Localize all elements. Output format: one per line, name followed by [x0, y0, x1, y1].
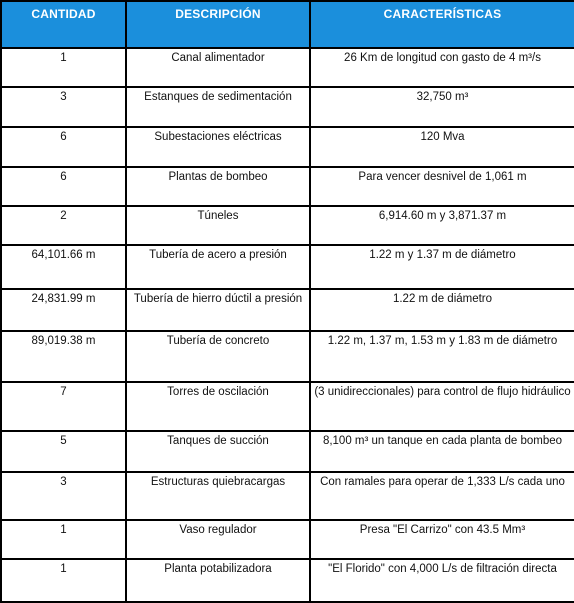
header-caracteristicas: CARACTERÍSTICAS [310, 1, 574, 48]
cell-descripcion: Estanques de sedimentación [126, 87, 310, 127]
table-row [1, 289, 574, 331]
cell-descripcion: Tubería de acero a presión [126, 245, 310, 289]
cell-descripcion: Planta potabilizadora [126, 559, 310, 602]
header-descripcion: DESCRIPCIÓN [126, 1, 310, 48]
cell-cantidad: 3 [1, 87, 126, 127]
table-row [1, 331, 574, 382]
cell-cantidad: 24,831.99 m [1, 289, 126, 331]
cell-descripcion: Subestaciones eléctricas [126, 127, 310, 167]
cell-descripcion: Tubería de concreto [126, 331, 310, 382]
table-row [1, 48, 574, 87]
cell-descripcion: Canal alimentador [126, 48, 310, 87]
table-row [1, 206, 574, 245]
cell-caracteristicas: 26 Km de longitud con gasto de 4 m³/s [310, 48, 574, 87]
cell-cantidad: 2 [1, 206, 126, 245]
cell-caracteristicas: Presa "El Carrizo" con 43.5 Mm³ [310, 520, 574, 559]
table-row [1, 559, 574, 602]
cell-descripcion: Tanques de succión [126, 431, 310, 472]
table-row [1, 472, 574, 520]
table-row [1, 87, 574, 127]
cell-cantidad: 64,101.66 m [1, 245, 126, 289]
cell-descripcion: Tubería de hierro dúctil a presión [126, 289, 310, 331]
table-row [1, 431, 574, 472]
cell-cantidad: 1 [1, 48, 126, 87]
cell-caracteristicas: Para vencer desnivel de 1,061 m [310, 167, 574, 206]
cell-cantidad: 7 [1, 382, 126, 431]
cell-descripcion: Túneles [126, 206, 310, 245]
cell-cantidad: 6 [1, 167, 126, 206]
cell-caracteristicas: (3 unidireccionales) para control de flujo hidráulico [310, 382, 574, 431]
cell-caracteristicas: 1.22 m de diámetro [310, 289, 574, 331]
cell-caracteristicas: 1.22 m, 1.37 m, 1.53 m y 1.83 m de diámetro [310, 331, 574, 382]
cell-descripcion: Vaso regulador [126, 520, 310, 559]
cell-cantidad: 1 [1, 520, 126, 559]
table-row [1, 520, 574, 559]
header-cantidad: CANTIDAD [1, 1, 126, 48]
cell-cantidad: 3 [1, 472, 126, 520]
table-header-row [1, 1, 574, 48]
cell-caracteristicas: 1.22 m y 1.37 m de diámetro [310, 245, 574, 289]
cell-caracteristicas: 120 Mva [310, 127, 574, 167]
cell-descripcion: Estructuras quiebracargas [126, 472, 310, 520]
cell-caracteristicas: 6,914.60 m y 3,871.37 m [310, 206, 574, 245]
cell-cantidad: 89,019.38 m [1, 331, 126, 382]
table-row [1, 167, 574, 206]
table-row [1, 245, 574, 289]
cell-cantidad: 5 [1, 431, 126, 472]
cell-cantidad: 1 [1, 559, 126, 602]
cell-caracteristicas: Con ramales para operar de 1,333 L/s cada uno [310, 472, 574, 520]
table-row [1, 382, 574, 431]
cell-cantidad: 6 [1, 127, 126, 167]
cell-descripcion: Torres de oscilación [126, 382, 310, 431]
table-row [1, 127, 574, 167]
cell-caracteristicas: 32,750 m³ [310, 87, 574, 127]
cell-caracteristicas: "El Florido" con 4,000 L/s de filtración directa [310, 559, 574, 602]
cell-caracteristicas: 8,100 m³ un tanque en cada planta de bombeo [310, 431, 574, 472]
cell-descripcion: Plantas de bombeo [126, 167, 310, 206]
